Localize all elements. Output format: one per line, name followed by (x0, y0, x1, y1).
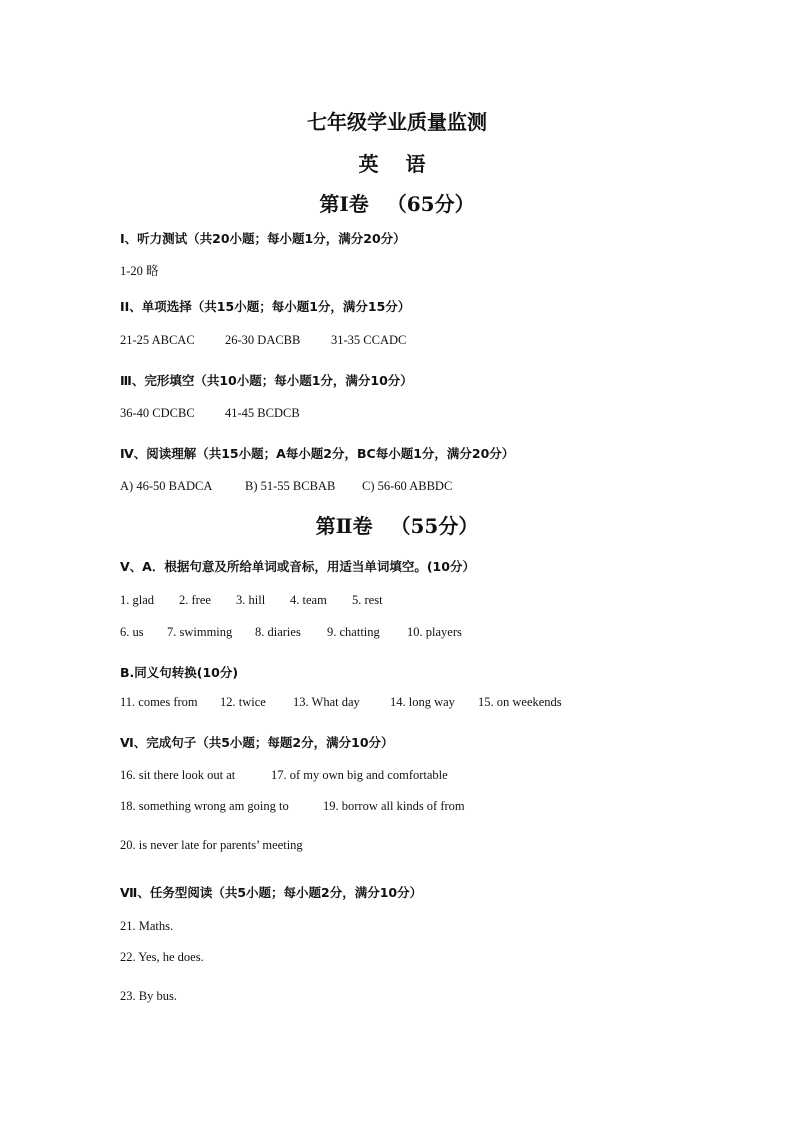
section-5-row-1 (120, 593, 383, 608)
section-7-answer-1: 21. Maths. (120, 919, 174, 933)
section-3-answers (120, 406, 300, 421)
section-6-row-1 (120, 768, 448, 783)
answer-item: 2. free (179, 593, 211, 607)
answer-group: B) 51-55 BCBAB (245, 479, 336, 493)
answer-item: 1. glad (120, 593, 155, 607)
answer-item: 7. swimming (167, 625, 233, 639)
answer-item: 12. twice (220, 695, 266, 709)
section-7-answer-2: 22. Yes, he does. (120, 950, 204, 964)
section-2-heading: II、单项选择（共15小题；每小题1分，满分15分） (120, 299, 411, 314)
answer-group: 21-25 ABCAC (120, 333, 195, 347)
section-7-answer-3: 23. By bus. (120, 989, 177, 1003)
answer-group: 36-40 CDCBC (120, 406, 195, 420)
volume-1-title: 第Ⅰ卷 (319, 192, 369, 216)
section-5-row-2 (120, 625, 462, 640)
answer-group: 26-30 DACBB (225, 333, 301, 347)
answer-item: 8. diaries (255, 625, 301, 639)
answer-item: 18. something wrong am going to (120, 799, 289, 813)
answer-item: 3. hill (236, 593, 266, 607)
section-6-row-3: 20. is never late for parents’ meeting (120, 838, 303, 852)
answer-item: 10. players (407, 625, 462, 639)
answer-group: C) 56-60 ABBDC (362, 479, 453, 493)
exam-title: 七年级学业质量监测 (307, 110, 487, 134)
section-4-answers (120, 479, 452, 494)
section-5b-heading: B.同义句转换(10分) (120, 665, 239, 680)
section-1-answer: 1-20 略 (120, 264, 159, 278)
answer-item: 13. What day (293, 695, 360, 709)
section-3-heading: Ⅲ、完形填空（共10小题；每小题1分，满分10分） (120, 373, 413, 388)
section-1-heading: Ⅰ、听力测试（共20小题；每小题1分，满分20分） (120, 231, 406, 246)
answer-item: 9. chatting (327, 625, 380, 639)
answer-item: 16. sit there look out at (120, 768, 236, 782)
volume-2-title: 第Ⅱ卷 (315, 514, 373, 538)
answer-item: 11. comes from (120, 695, 198, 709)
subject-title: 英 语 (358, 152, 436, 176)
answer-item: 5. rest (352, 593, 383, 607)
answer-item: 6. us (120, 625, 144, 639)
volume-1-heading (0, 188, 794, 217)
answer-item: 4. team (290, 593, 327, 607)
volume-2-score: （55分） (390, 514, 479, 538)
section-6-heading: Ⅵ、完成句子（共5小题；每题2分，满分10分） (120, 735, 394, 750)
section-5b-answers (120, 695, 562, 710)
answer-item: 17. of my own big and comfortable (271, 768, 448, 782)
answer-group: 41-45 BCDCB (225, 406, 300, 420)
answer-group: A) 46-50 BADCA (120, 479, 213, 493)
answer-item: 14. long way (390, 695, 455, 709)
section-7-heading: Ⅶ、任务型阅读（共5小题；每小题2分，满分10分） (120, 885, 423, 900)
section-6-row-2 (120, 799, 465, 814)
answer-group: 31-35 CCADC (331, 333, 407, 347)
section-5-heading: Ⅴ、A．根据句意及所给单词或音标，用适当单词填空。(10分） (120, 559, 475, 574)
volume-1-score: （65分） (386, 192, 475, 216)
answer-item: 15. on weekends (478, 695, 562, 709)
answer-item: 19. borrow all kinds of from (323, 799, 465, 813)
section-4-heading: Ⅳ、阅读理解（共15小题；A每小题2分，BC每小题1分，满分20分） (120, 446, 515, 461)
volume-2-heading (0, 510, 794, 539)
section-2-answers (120, 333, 406, 348)
